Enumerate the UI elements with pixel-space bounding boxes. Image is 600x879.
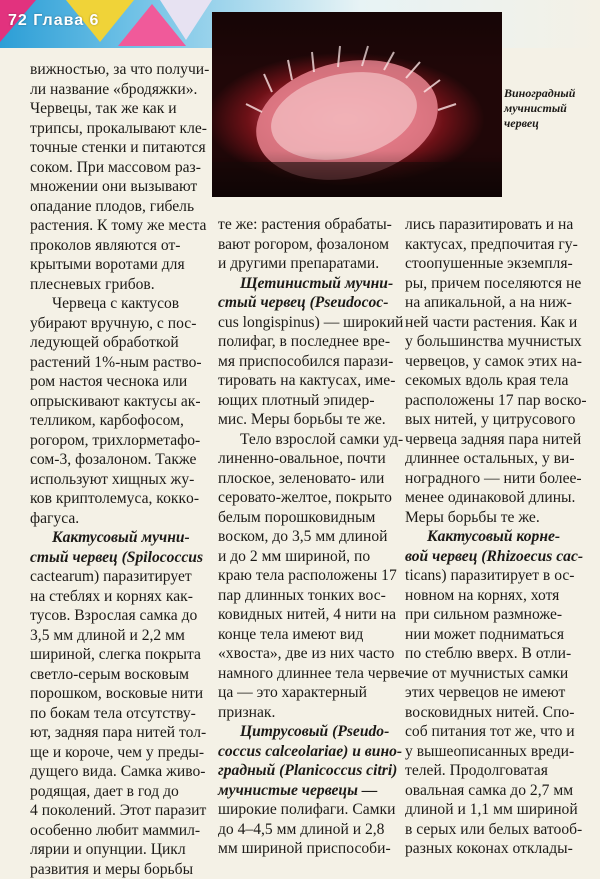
text-line: на стеблях и корнях как- [30, 587, 216, 607]
text-line: на апикальной, а на ниж- [405, 293, 590, 313]
text-line: кактусах, предпочитая гу- [405, 235, 590, 255]
chapter-title: Глава 6 [33, 12, 99, 29]
text-line: вых нитей, у цитрусового [405, 410, 590, 430]
text-line: стый червец (Pseudococ- [218, 293, 402, 313]
text-line: при сильном размноже- [405, 605, 590, 625]
text-line: трипсы, прокалывают кле- [30, 119, 216, 139]
text-line: пар длинных тонких вос- [218, 586, 402, 606]
text-column-1 [30, 60, 216, 879]
text-line: ющих плотный эпидер- [218, 391, 402, 411]
text-line: особенно любит маммил- [30, 821, 216, 841]
text-line: Тело взрослой самки уд- [218, 430, 402, 450]
text-line: признак. [218, 703, 402, 723]
text-line: крытыми воротами для [30, 255, 216, 275]
text-line: нии может подниматься [405, 625, 590, 645]
text-line: лись паразитировать и на [405, 215, 590, 235]
text-line: шириной, слегка покрыта [30, 645, 216, 665]
caption-line: червец [504, 116, 598, 131]
text-line: градный (Planicoccus citri) [218, 761, 402, 781]
text-line: чие от мучнистых самки [405, 664, 590, 684]
text-line: стый червец (Spilococcus [30, 548, 216, 568]
text-line: проколов являются от- [30, 236, 216, 256]
text-line: ковидных нитей, 4 нити на [218, 605, 402, 625]
text-line: и до 2 мм шириной, по [218, 547, 402, 567]
text-line: Кактусовый корне- [405, 527, 590, 547]
text-line: фагуса. [30, 509, 216, 529]
text-line: длиннее остальных, у ви- [405, 449, 590, 469]
text-line: мя приспособился парази- [218, 352, 402, 372]
text-line: развития и меры борьбы [30, 860, 216, 879]
text-line: лярии и опунции. Цикл [30, 840, 216, 860]
text-line: серовато-желтое, покрыто [218, 488, 402, 508]
text-line: полифаг, в последнее вре- [218, 332, 402, 352]
text-line: мучнистые червецы — [218, 781, 402, 801]
text-line: «хвоста», две из них часто [218, 644, 402, 664]
text-line: и другими препаратами. [218, 254, 402, 274]
text-line: coccus calceolariae) и вино- [218, 742, 402, 762]
text-line: cactearum) паразитирует [30, 567, 216, 587]
text-line: Червецы, так же как и [30, 99, 216, 119]
text-line: Щетинистый мучни- [218, 274, 402, 294]
text-column-2 [218, 215, 402, 859]
text-line: ры, причем поселяются не [405, 274, 590, 294]
text-line: Меры борьбы те же. [405, 508, 590, 528]
text-line: новном на корнях, хотя [405, 586, 590, 606]
text-line: краю тела расположены 17 [218, 566, 402, 586]
text-line: по бокам тела отсутству- [30, 704, 216, 724]
photo-vignette [212, 12, 502, 197]
text-line: плоское, зеленовато- или [218, 469, 402, 489]
text-line: ца — это характерный [218, 683, 402, 703]
caption-line: Виноградный [504, 86, 598, 101]
text-line: восковидных нитей. Спо- [405, 703, 590, 723]
text-line: ков криптолемуса, коккo- [30, 489, 216, 509]
text-column-3 [405, 215, 590, 859]
text-line: растений 1%-ным раство- [30, 353, 216, 373]
page-number: 72 [8, 12, 28, 29]
decor-triangle [160, 0, 212, 40]
text-line: Кактусовый мучни- [30, 528, 216, 548]
caption-line: мучнистый [504, 101, 598, 116]
text-line: до 4–4,5 мм длиной и 2,8 [218, 820, 402, 840]
text-line: в серых или белых ватооб- [405, 820, 590, 840]
text-line: конце тела имеют вид [218, 625, 402, 645]
text-line: расположены 17 пар воско- [405, 391, 590, 411]
text-line: телей. Продолговатая [405, 761, 590, 781]
text-line: ноградного — нити более- [405, 469, 590, 489]
text-line: этих червецов не имеют [405, 683, 590, 703]
text-line: секомых вдоль края тела [405, 371, 590, 391]
text-line: ром настоя чеснока или [30, 372, 216, 392]
text-line: 4 поколений. Этот паразит [30, 801, 216, 821]
text-line: Цитрусовый (Pseudo- [218, 722, 402, 742]
text-line: мм шириной приспособи- [218, 839, 402, 859]
text-line: червецов, у самок этих на- [405, 352, 590, 372]
text-line: соб питания тот же, что и [405, 722, 590, 742]
text-line: по стеблю вверх. В отли- [405, 644, 590, 664]
text-line: телликом, карбофосом, [30, 411, 216, 431]
text-line: точные стенки и питаются [30, 138, 216, 158]
text-line: линенно-овальное, почти [218, 449, 402, 469]
text-line: опрыскивают кактусы ак- [30, 392, 216, 412]
text-line: намного длиннее тела черве- [218, 664, 402, 684]
text-line: используют хищных жу- [30, 470, 216, 490]
text-line: убирают вручную, с пос- [30, 314, 216, 334]
text-line: соком. При массовом раз- [30, 158, 216, 178]
text-line: червеца задняя пара нитей [405, 430, 590, 450]
text-line: родящая, дает в год до [30, 782, 216, 802]
text-line: ней части растения. Как и [405, 313, 590, 333]
text-line: ют, задняя пара нитей тол- [30, 723, 216, 743]
text-line: порошком, восковые нити [30, 684, 216, 704]
text-line: ли название «бродяжки». [30, 80, 216, 100]
text-line: стоопушенные экземпля- [405, 254, 590, 274]
text-line: 3,5 мм длиной и 2,2 мм [30, 626, 216, 646]
text-line: cus longispinus) — широкий [218, 313, 402, 333]
text-line: длиной и 1,1 мм шириной [405, 800, 590, 820]
text-line: рогором, трихлорметафо- [30, 431, 216, 451]
text-line: сом-3, фозалоном. Также [30, 450, 216, 470]
text-line: воском, до 3,5 мм длиной [218, 527, 402, 547]
text-line: растения. К тому же места [30, 216, 216, 236]
text-line: вижностью, за что получи- [30, 60, 216, 80]
photo-caption [504, 86, 598, 131]
text-line: ще и короче, чем у преды- [30, 743, 216, 763]
text-line: вают рогором, фозалоном [218, 235, 402, 255]
page-header [8, 12, 99, 30]
text-line: те же: растения обрабаты- [218, 215, 402, 235]
text-line: белым порошковидным [218, 508, 402, 528]
text-line: у вышеописанных вреди- [405, 742, 590, 762]
text-line: вой червец (Rhizoecus cac- [405, 547, 590, 567]
text-line: ледующей обработкой [30, 333, 216, 353]
text-line: у большинства мучнистых [405, 332, 590, 352]
text-line: разных коконах отклады- [405, 839, 590, 859]
text-line: широкие полифаги. Самки [218, 800, 402, 820]
text-line: менее одинаковой длины. [405, 488, 590, 508]
text-line: Червеца с кактусов [30, 294, 216, 314]
text-line: тировать на кактусах, име- [218, 371, 402, 391]
text-line: опадание плодов, гибель [30, 197, 216, 217]
text-line: множении они вызывают [30, 177, 216, 197]
text-line: дущего вида. Самка живо- [30, 762, 216, 782]
text-line: ticans) паразитирует в ос- [405, 566, 590, 586]
text-line: овальная самка до 2,7 мм [405, 781, 590, 801]
text-line: светло-серым восковым [30, 665, 216, 685]
text-line: тусов. Взрослая самка до [30, 606, 216, 626]
text-line: мис. Меры борьбы те же. [218, 410, 402, 430]
text-line: плесневых грибов. [30, 275, 216, 295]
